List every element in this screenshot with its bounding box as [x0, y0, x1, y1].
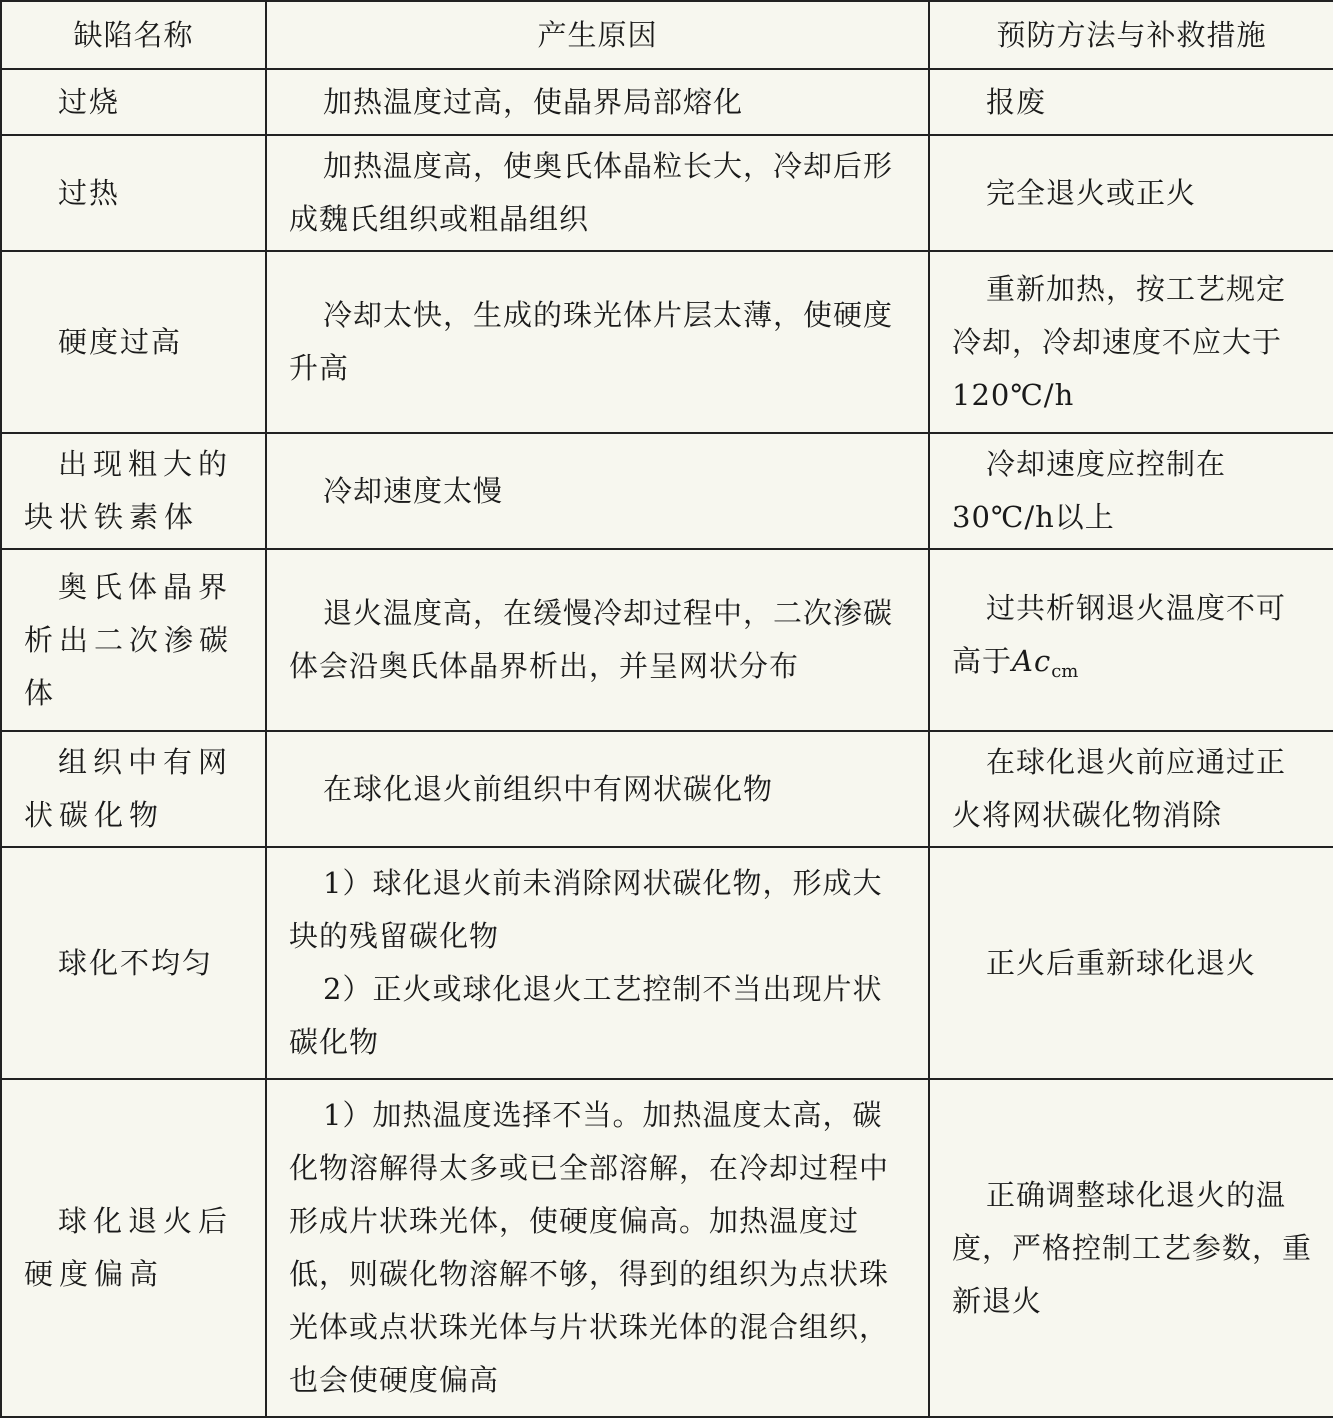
- remedy-cell: [929, 1079, 1333, 1417]
- remedy-main-text: 过共析钢退火温度不可高于: [952, 591, 1287, 678]
- header-row: [1, 1, 1333, 69]
- remedy-cell: [929, 549, 1333, 731]
- cause-cell: [266, 847, 929, 1079]
- cause-cell: [266, 549, 929, 731]
- cause-item: 1）球化退火前未消除网状碳化物，形成大块的残留碳化物: [289, 866, 883, 953]
- cause-cell: [266, 135, 929, 251]
- defect-name-cell: 过烧: [1, 69, 266, 135]
- cause-cell: [266, 433, 929, 549]
- remedy-text: [952, 582, 1313, 698]
- cause-text: 冷却速度太慢: [323, 473, 504, 508]
- defect-name-text: 奥氏体晶界析出二次渗碳体: [24, 569, 235, 710]
- defect-name-cell: 球化不均匀: [1, 847, 266, 1079]
- cause-text: 冷却太快，生成的珠光体片层太薄，使硬度升高: [289, 298, 894, 385]
- cause-text: 加热温度高，使奥氏体晶粒长大，冷却后形成魏氏组织或粗晶组织: [289, 149, 894, 236]
- cause-text: 退火温度高，在缓慢冷却过程中，二次渗碳体会沿奥氏体晶界析出，并呈网状分布: [289, 596, 894, 683]
- header-defect-name: 缺陷名称: [1, 1, 266, 69]
- remedy-text: 正火后重新球化退火: [986, 945, 1257, 980]
- defect-name-cell: [1, 731, 266, 847]
- cause-cell: [266, 1079, 929, 1417]
- cause-cell: [266, 731, 929, 847]
- cause-cell: [266, 69, 929, 135]
- defect-name-cell: 过热: [1, 135, 266, 251]
- defect-name-cell: [1, 549, 266, 731]
- header-cause: 产生原因: [266, 1, 929, 69]
- header-remedy: 预防方法与补救措施: [929, 1, 1333, 69]
- remedy-text: 重新加热，按工艺规定冷却，冷却速度不应大于120℃/h: [952, 271, 1287, 412]
- defect-name-cell: [1, 1079, 266, 1417]
- remedy-cell: [929, 731, 1333, 847]
- table-row: [1, 135, 1333, 251]
- remedy-cell: [929, 847, 1333, 1079]
- defect-name-text: 出现粗大的块状铁素体: [24, 447, 234, 534]
- cause-cell: [266, 251, 929, 433]
- remedy-text: 在球化退火前应通过正火将网状碳化物消除: [952, 745, 1287, 832]
- table-row: [1, 251, 1333, 433]
- cause-item: 1）加热温度选择不当。加热温度太高，碳化物溶解得太多或已全部溶解，在冷却过程中形成片状珠光体，使硬度偏高。加热温度过低，则碳化物溶解不够，得到的组织为点状珠光体或点状珠光体与片状珠光体的混合组织，也会使硬度偏高: [289, 1098, 890, 1397]
- remedy-text: 完全退火或正火: [986, 175, 1197, 210]
- remedy-cell: [929, 433, 1333, 549]
- table-row: [1, 433, 1333, 549]
- table-row: [1, 549, 1333, 731]
- defect-name-text: 球化退火后硬度偏高: [24, 1204, 234, 1291]
- table-row: [1, 731, 1333, 847]
- remedy-text: 正确调整球化退火的温度，严格控制工艺参数，重新退火: [952, 1177, 1313, 1318]
- remedy-cell: [929, 251, 1333, 433]
- cause-text: 加热温度过高，使晶界局部熔化: [323, 84, 744, 119]
- remedy-text: 报废: [986, 84, 1047, 119]
- defect-name-text: 组织中有网状碳化物: [24, 745, 234, 832]
- table-row: [1, 847, 1333, 1079]
- defect-name-cell: [1, 433, 266, 549]
- table-row: [1, 1079, 1333, 1417]
- remedy-cell: [929, 69, 1333, 135]
- cause-text: 在球化退火前组织中有网状碳化物: [323, 771, 774, 806]
- remedy-symbol: Ac: [1012, 644, 1052, 678]
- remedy-text: 冷却速度应控制在30℃/h以上: [952, 447, 1227, 534]
- cause-item: 2）正火或球化退火工艺控制不当出现片状碳化物: [289, 972, 883, 1059]
- remedy-subscript: cm: [1051, 661, 1079, 682]
- defect-name-cell: 硬度过高: [1, 251, 266, 433]
- table-row: [1, 69, 1333, 135]
- remedy-cell: [929, 135, 1333, 251]
